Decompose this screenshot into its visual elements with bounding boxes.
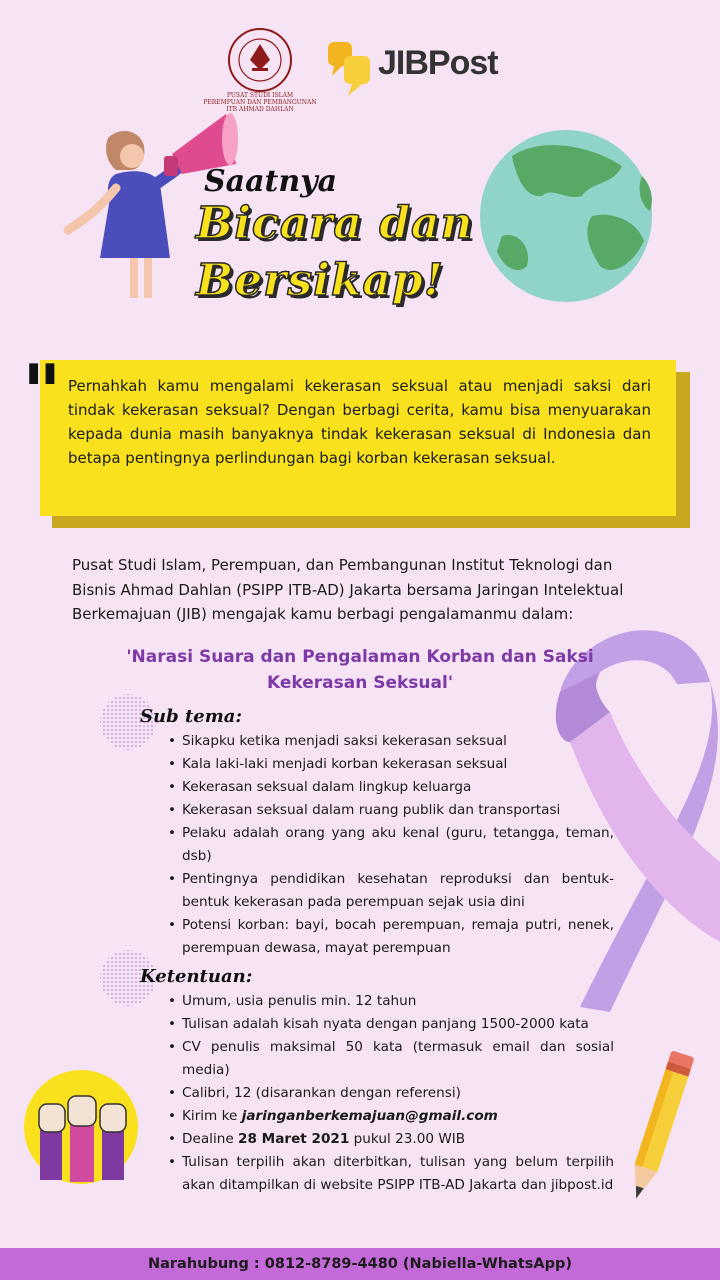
headline-theme: 'Narasi Suara dan Pengalaman Korban dan Saksi Kekerasan Seksual' <box>126 647 594 693</box>
contact-footer: Narahubung : 0812-8789-4480 (Nabiella-WhatsApp) <box>0 1248 720 1280</box>
list-item-email <box>164 1105 614 1128</box>
title-line-2: Bicara dan <box>196 198 474 249</box>
list-item: • Calibri, 12 (disarankan dengan referensi) <box>164 1082 614 1105</box>
list-item: • Pentingnya pendidikan kesehatan reproduksi dan bentuk-bentuk kekerasan pada perempuan sejak usia dini <box>164 868 614 914</box>
raised-fists-illustration <box>22 1068 140 1186</box>
subtema-title: Sub tema: <box>140 706 243 727</box>
quote-text: Pernahkah kamu mengalami kekerasan seksual atau menjadi saksi dari tindak kekerasan seksual? Dengan berbagi cerita, kamu bisa menyuarakan kepada dunia masih banyaknya tindak kekerasan seksual di Indonesia dan betapa pentingnya perlindungan bagi korban kekerasan seksual. <box>68 377 651 467</box>
deadline-date: 28 Maret 2021 <box>238 1131 350 1147</box>
jibpost-wordmark: JIBPost <box>378 44 498 82</box>
list-item: • Tulisan terpilih akan diterbitkan, tulisan yang belum terpilih akan ditampilkan di website PSIPP ITB-AD Jakarta dan jibpost.id <box>164 1151 614 1197</box>
pencil-illustration <box>614 1040 704 1210</box>
list-item: • Pelaku adalah orang yang aku kenal (guru, tetangga, teman, dsb) <box>164 822 614 868</box>
title-line-1: Saatnya <box>204 164 338 199</box>
list-item: • Sikapku ketika menjadi saksi kekerasan seksual <box>164 730 614 753</box>
list-item: • Umum, usia penulis min. 12 tahun <box>164 990 614 1013</box>
list-item: • Kekerasan seksual dalam ruang publik dan transportasi <box>164 799 614 822</box>
subtema-list <box>164 730 614 960</box>
list-item: • CV penulis maksimal 50 kata (termasuk email dan sosial media) <box>164 1036 614 1082</box>
ketentuan-title: Ketentuan: <box>140 966 253 987</box>
globe-illustration <box>472 126 662 306</box>
email-prefix: Kirim ke <box>182 1108 242 1124</box>
quote-mark-icon: " <box>22 348 62 437</box>
list-item: • Potensi korban: bayi, bocah perempuan, remaja putri, nenek, perempuan dewasa, mayat perempuan <box>164 914 614 960</box>
psipp-caption: PUSAT STUDI ISLAM PEREMPUAN DAN PEMBANGUNAN ITB AHMAD DAHLAN <box>203 92 317 113</box>
ketentuan-list <box>164 990 614 1197</box>
list-item: • Tulisan adalah kisah nyata dengan panjang 1500-2000 kata <box>164 1013 614 1036</box>
list-item: • Kala laki-laki menjadi korban kekerasan seksual <box>164 753 614 776</box>
list-item: • Kekerasan seksual dalam lingkup keluarga <box>164 776 614 799</box>
deadline-suffix: pukul 23.00 WIB <box>349 1131 466 1147</box>
intro-paragraph: Pusat Studi Islam, Perempuan, dan Pembangunan Institut Teknologi dan Bisnis Ahmad Dahlan (PSIPP ITB-AD) Jakarta bersama Jaringan Intelektual Berkemajuan (JIB) mengajak kamu berbagi pengalamanmu dalam: <box>72 556 624 623</box>
list-item-deadline <box>164 1128 614 1151</box>
email-link[interactable]: jaringanberkemajuan@gmail.com <box>241 1108 498 1124</box>
title-line-3: Bersikap! <box>196 255 444 306</box>
deadline-prefix: Dealine <box>182 1131 239 1147</box>
